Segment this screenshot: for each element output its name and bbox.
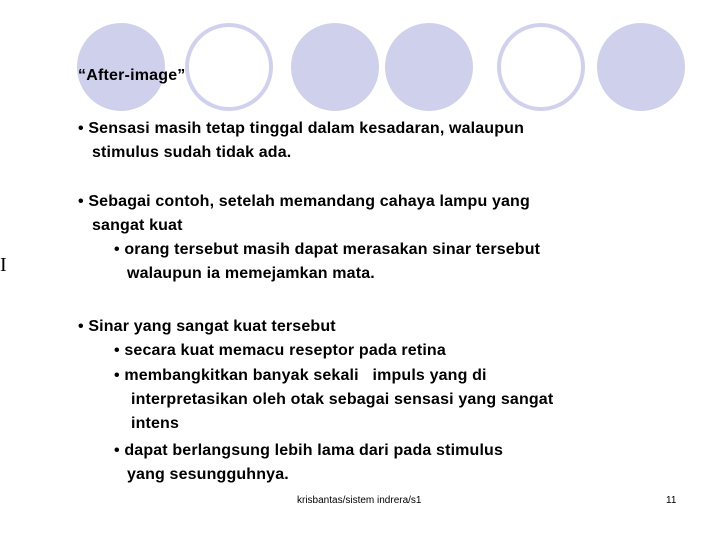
- sub-bullet-3-1: • secara kuat memacu reseptor pada retina: [114, 342, 446, 359]
- bullet-3-line-1: • Sinar yang sangat kuat tersebut: [78, 318, 336, 335]
- sub-bullet-2-1-line-2: walaupun ia memejamkan mata.: [127, 265, 375, 282]
- bullet-1-line-1: • Sensasi masih tetap tinggal dalam kesadaran, walaupun: [78, 120, 524, 137]
- page-number: 11: [666, 495, 677, 506]
- decor-circle-3: [291, 23, 379, 111]
- side-mark: I: [0, 254, 7, 276]
- sub-bullet-3-2-line-1: • membangkitkan banyak sekali impuls yang di: [114, 367, 487, 384]
- decor-circle-4: [385, 23, 473, 111]
- sub-bullet-3-3-line-1: • dapat berlangsung lebih lama dari pada stimulus: [114, 442, 504, 459]
- sub-bullet-3-2-line-3: intens: [131, 415, 180, 432]
- slide-title: “After-image”: [78, 67, 186, 84]
- decor-circle-2: [185, 23, 273, 111]
- bullet-2-line-1: • Sebagai contoh, setelah memandang cahaya lampu yang: [78, 193, 530, 210]
- sub-bullet-3-3-line-2: yang sesungguhnya.: [127, 466, 289, 483]
- sub-bullet-2-1-line-1: • orang tersebut masih dapat merasakan sinar tersebut: [114, 241, 541, 258]
- decor-circle-5: [497, 23, 585, 111]
- footer-text: krisbantas/sistem indrera/s1: [297, 495, 422, 506]
- bullet-1-line-2: stimulus sudah tidak ada.: [92, 144, 292, 161]
- decor-circle-6: [597, 23, 685, 111]
- bullet-2-line-2: sangat kuat: [92, 217, 183, 234]
- sub-bullet-3-2-line-2: interpretasikan oleh otak sebagai sensasi yang sangat: [131, 391, 554, 408]
